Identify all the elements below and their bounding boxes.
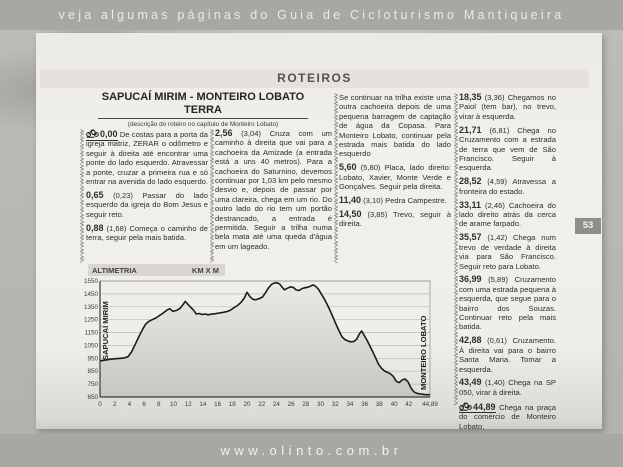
altimetry-header [88,264,225,276]
cut-line-separator [210,129,214,263]
route-title-line2: TERRA [184,103,222,116]
svg-text:650: 650 [87,394,98,401]
distance-delta: (1,68) [106,223,127,233]
elevation-area [100,283,430,397]
svg-text:38: 38 [375,401,383,408]
entry-text: Atravessa a fronteira do estado. [459,177,556,196]
route-entry [459,402,556,431]
top-banner-text: veja algumas páginas do Guia de Cicloturismo Mantiqueira [58,8,565,22]
svg-text:2: 2 [112,401,117,408]
route-title-block [96,91,310,128]
svg-text:850: 850 [87,368,98,376]
svg-text:34: 34 [346,401,354,408]
km-marker: 0,88 [86,222,104,233]
route-entry [86,191,208,219]
entry-text: Se continuar na trilha existe uma outra cachoeira depois de uma pequena barragem de captação de água da Copasa. Para Monteiro Lobato, continuar pela estrada mais batida do lado esquerdo [339,93,451,159]
svg-text:1050: 1050 [83,342,98,350]
y-axis-labels [84,278,99,401]
route-entry [339,210,451,229]
svg-text:4: 4 [127,401,132,408]
entry-text: Chega na SP 050, virar à direita. [459,378,556,397]
start-city-label: SAPUCAÍ MIRIM [101,301,110,360]
svg-text:1350: 1350 [83,303,98,311]
entry-text: Cachoeira do lado direito atrás da cerca de arame farpado. [459,200,556,229]
km-marker: 33,11 [459,199,482,210]
svg-text:14: 14 [199,401,207,408]
entry-text: De costas para a porta da igreja matriz, ZERAR o odômetro e seguir à direita até encontrar uma ponte do lado esquerdo. Atravessar a ponte, cruzar a primeira rua e só entrar na avenida do lado esquerdo. [86,130,209,187]
svg-text:26: 26 [287,401,295,408]
entry-text: Pedra Campestre. [385,196,447,206]
distance-delta: (1,40) [484,378,505,388]
route-entry [459,275,556,331]
route-entry [459,201,556,229]
svg-text:950: 950 [87,355,98,363]
svg-text:8: 8 [157,401,161,408]
route-entry [459,233,556,271]
svg-text:750: 750 [87,381,98,389]
altimetry-units: KM X M [191,265,219,275]
svg-text:44,89: 44,89 [422,401,438,408]
svg-text:6: 6 [142,401,146,408]
bottom-banner [0,434,623,467]
svg-text:1450: 1450 [83,290,98,298]
entry-text: Chegamos no Paiol (tem bar), no trevo, virar à esquerda. [459,93,556,121]
svg-text:32: 32 [331,401,339,408]
altimetry-chart-svg [85,278,437,410]
km-marker: 0,00 [100,129,118,139]
title-divider [98,118,308,119]
km-marker: 18,35 [459,92,482,102]
route-entry [86,224,208,243]
bicycle-icon [459,402,472,411]
route-title-line1: SAPUCAÍ MIRIM - MONTEIRO LOBATO [101,91,305,103]
route-entry [339,196,451,205]
svg-text:16: 16 [214,401,222,408]
distance-delta: (3,10) [363,196,383,206]
svg-text:1150: 1150 [84,329,98,337]
entry-text: Chega num trevo de verdade à direita via para São Francisco. Seguir reto para Lobato. [459,233,556,271]
entry-text: Trevo, seguir à direita. [339,209,451,229]
cut-line-separator [80,129,84,263]
route-column-2 [215,129,332,256]
svg-text:30: 30 [316,401,325,408]
route-column-3 [339,93,451,233]
svg-text:42: 42 [405,401,413,408]
entry-text: Cruzamento com uma estrada pequena à esquerda, que segue para o bairro dos Souzas. Continuar reto pela mais batida. [459,275,556,332]
distance-delta: (0,61) [487,336,507,346]
cut-line-separator [454,93,458,405]
distance-delta: (3,36) [484,93,505,102]
km-marker: 11,40 [339,195,362,206]
svg-text:40: 40 [390,401,398,408]
entry-text: Começa o caminho de terra, seguir pela mais batida. [86,223,208,243]
svg-text:36: 36 [361,401,369,408]
route-entry [459,177,556,196]
section-header: ROTEIROS [40,69,589,88]
svg-text:18: 18 [228,401,236,408]
km-marker: 2,56 [215,128,233,138]
distance-delta: (3,04) [241,129,261,138]
svg-text:22: 22 [258,401,266,408]
entry-text: Cruza com um caminho à direita que vai para a cachoeira da Amizade (a entrada está a uns 40 metros). Para a cachoeira do Saturnino, devemos continuar por 1,03 km pelo mesmo desvio e, depois de passar por uma clareira, chega em um rio. Do outro lado do rio tem um portão destrancado, a entrada é permitida. Seguir a trilha numa bela mata até uma queda d'água em um lageado. [215,129,332,251]
distance-delta: (3,85) [367,209,388,219]
x-axis-labels [98,401,438,408]
svg-text:12: 12 [184,401,192,408]
altimetry-title: ALTIMETRIA [92,265,137,275]
km-marker: 0,65 [86,189,104,200]
top-banner [0,0,623,30]
distance-delta: (5,80) [360,163,381,173]
km-marker: 36,99 [459,274,482,285]
km-marker: 44,89 [473,401,496,412]
route-entry [86,129,208,186]
entry-text: Cruzamento. À direita vai para o bairro Santa Maria. Tomar a esquerda. [459,336,556,374]
route-entry [459,336,556,374]
route-column-4 [459,93,556,436]
distance-delta: (4,59) [487,177,508,187]
route-entry [459,93,556,121]
entry-text: Passar do lado esquerdo da igreja do Bom Jesus e seguir reto. [86,190,208,219]
end-city-label: MONTEIRO LOBATO [419,315,428,390]
website-url: www.olinto.com.br [220,443,403,458]
route-entry [215,129,332,251]
distance-delta: (1,42) [487,233,508,243]
svg-text:28: 28 [302,401,310,408]
svg-text:0: 0 [98,401,102,408]
route-entry [339,163,451,191]
entry-text: Placa, lado direito: Lobato, Xavier, Monte Verde e Gonçalves. Seguir pela direita. [339,163,451,192]
route-subtitle: (descrição do roteiro no capítulo de Monteiro Lobato) [127,121,279,128]
km-marker: 42,88 [459,335,482,346]
cut-line-separator [334,93,338,263]
bicycle-icon [86,129,99,138]
route-paragraph [339,93,451,159]
page-number-badge: 53 [575,218,601,234]
distance-delta: (2,46) [485,200,505,210]
km-marker: 21,71 [459,124,482,135]
route-column-1 [86,129,208,247]
entry-text: Chega no Cruzamento com a estrada de terra que vem de São Francisco. Seguir à esquerda. [459,125,556,173]
svg-text:10: 10 [169,401,178,408]
scanned-page-photo [0,30,623,434]
km-marker: 43,49 [459,377,482,388]
entry-text: Chega na praça do comércio de Monteiro Lobato. [459,402,556,431]
svg-text:24: 24 [272,401,280,408]
distance-delta: (5,89) [488,275,508,285]
km-marker: 14,50 [339,208,362,219]
svg-text:1550: 1550 [83,278,98,285]
km-marker: 28,52 [459,176,482,187]
svg-text:20: 20 [243,401,251,408]
km-marker: 5,60 [339,162,357,173]
distance-delta: (6,81) [489,125,510,135]
svg-text:1250: 1250 [83,316,98,324]
distance-delta: (0,23) [113,190,133,200]
route-entry [459,126,556,173]
route-entry [459,378,556,397]
km-marker: 35,57 [459,232,482,243]
